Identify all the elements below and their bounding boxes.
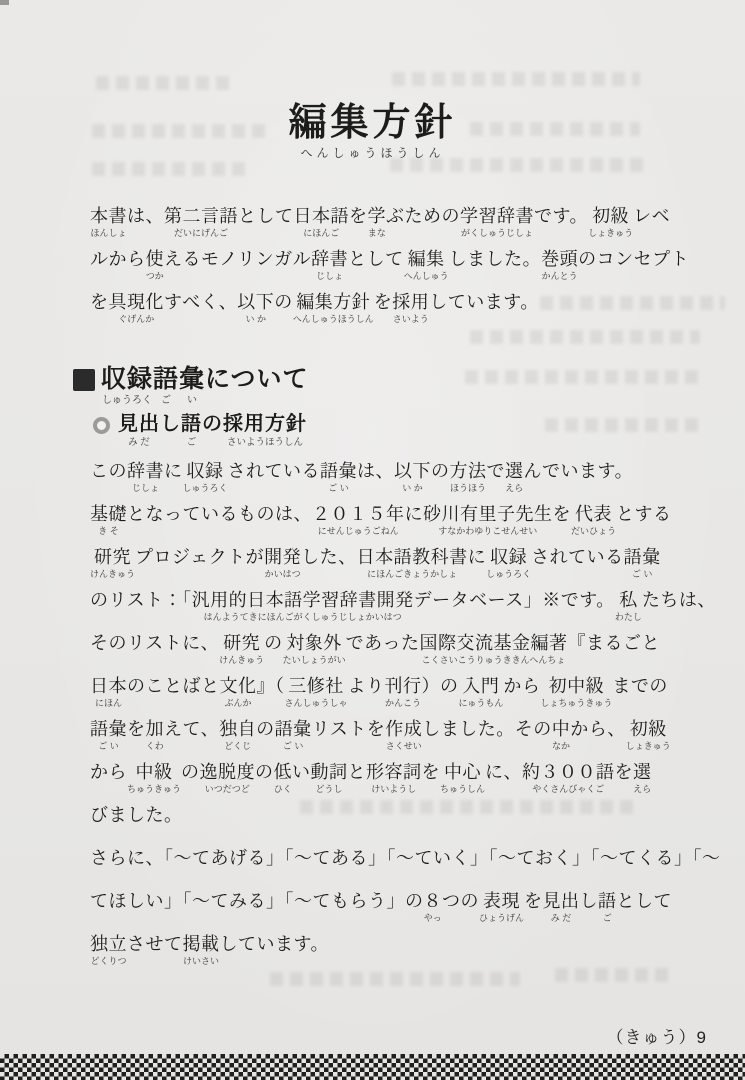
page-number: （きゅう）9: [606, 1028, 707, 1047]
text-line: 日本 にほん のことばと 文化 ぶんか 』（ 三修社 さんしゅうしゃ より 刊行 かんこう ）の 入門 にゅうもん から 初中級 しょちゅうきゅう までの: [90, 676, 668, 708]
scan-corner-mark: [0, 0, 9, 5]
text-line: 研究 けんきゅう プロジェクトが 開発 かいはつ した、 日本語教科書 にほんごきょうかしょ に 収録 しゅうろく されている 語彙 ご い: [90, 547, 661, 579]
scan-edge-band: [0, 1054, 745, 1080]
bleed-through-text: [300, 800, 640, 814]
bleed-through-text: [545, 418, 700, 432]
bleed-through-text: [392, 72, 640, 86]
text-line: 基礎 き そ となっているものは、 ２０１５年 にせんじゅうごねん に 砂川有里子先生 すなかわゆりこせんせい を 代表 だいひょう とする: [90, 504, 672, 536]
text-line: 本書 ほんしょ は、 第二言語 だいにげんご として 日本語 にほんご を 学 まな ぶための 学習辞書 がくしゅうじしょ です。 初級 しょきゅう レベ: [90, 206, 671, 238]
text-line: この 辞書 じしょ に 収録 しゅうろく されている 語彙 ご い は、 以下 い か の 方法 ほうほう で 選 えら んでいます。: [90, 461, 634, 493]
square-bullet-icon: [73, 369, 95, 391]
section-heading: [73, 365, 309, 406]
section-heading-text: 収録 しゅうろく 語 ご 彙 い について: [101, 365, 309, 406]
text-line: 語彙 ご い を 加 くわ えて、 独自 どくじ の 語彙 ご い リストを 作成 さくせい しました。その 中 なか から、 初級 しょきゅう: [90, 719, 671, 751]
circle-bullet-icon: [93, 417, 110, 434]
text-line: のリスト：「 汎用的日本語学習辞書開発 はんようてきにほんごがくしゅうじしょかいはつ データベース」※です。 私 わたし たちは、: [90, 590, 716, 622]
bleed-through-text: [540, 296, 725, 310]
subsection-heading-text: 見出 み だ し 語 ご の 採用方針 さいようほうしん: [118, 413, 307, 448]
bleed-through-text: [555, 968, 675, 982]
bleed-through-text: [96, 76, 236, 90]
text-line: ルから 使 つか えるモノリンガル 辞書 じしょ として 編集 へんしゅう しました。 巻頭 かんとう のコンセプト: [90, 249, 690, 281]
bleed-through-text: [390, 158, 645, 172]
text-line: てほしい」「〜てみる」「〜てもらう」の ８ やっ つの 表現 ひょうげん を 見出 み だ し 語 ご として: [90, 891, 673, 923]
bleed-through-text: [270, 972, 520, 986]
text-line: を 具現化 ぐげんか すべく、 以下 い か の 編集方針 へんしゅうほうしん を 採用 さいよう しています。: [90, 292, 539, 324]
text-line: びました。: [90, 805, 183, 825]
bleed-through-text: [470, 330, 700, 344]
bleed-through-text: [92, 162, 252, 176]
text-line: そのリストに、 研究 けんきゅう の 対象外 たいしょうがい であった 国際交流基金編著 こくさいこうりゅうききんへんちょ 『まるごと: [90, 633, 660, 665]
text-line: から 中級 ちゅうきゅう の 逸脱度 いつだつど の 低 ひく い 動詞 どうし と 形容詞 けいようし を 中心 ちゅうしん に、 約３００語 やくさんびゃくご を 選 えら: [90, 762, 652, 794]
bleed-through-text: [465, 370, 700, 384]
subsection-heading: [93, 412, 307, 448]
text-line: 独立 どくりつ させて 掲載 けいさい しています。: [90, 934, 330, 966]
page-title: 編集方針 へんしゅうほうしん: [288, 102, 457, 160]
text-line: さらに、「〜てあげる」「〜てある」「〜ていく」「〜ておく」「〜てくる」「〜: [90, 848, 721, 868]
